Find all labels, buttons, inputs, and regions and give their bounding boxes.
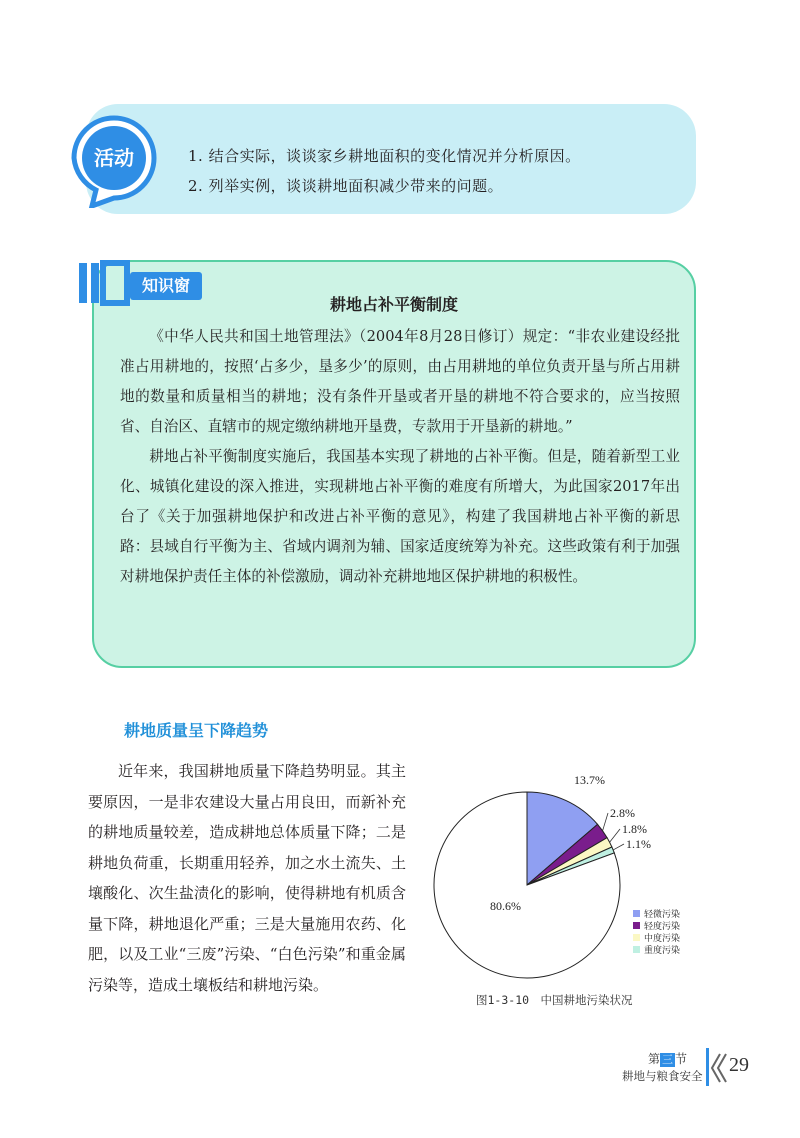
knowledge-paragraph: 耕地占补平衡制度实施后，我国基本实现了耕地的占补平衡。但是，随着新型工业化、城镇化建设的深入推进，实现耕地占补平衡的难度有所增大，为此国家2017年出台了《关于加强耕地保护和改进占补平衡的意见》，构建了我国耕地占补平衡的新思路：县域自行平衡为主、省域内调剂为辅、国家适度统筹为补充。这些政策有利于加强对耕地保护责任主体的补偿激励，调动补充耕地地区保护耕地的积极性。 xyxy=(120,448,680,585)
page-chevron-icon xyxy=(706,1048,728,1088)
knowledge-tag: 知识窗 xyxy=(130,272,202,300)
legend-label: 轻度污染 xyxy=(644,922,681,932)
footer-subtitle: 耕地与粮食安全 xyxy=(622,1069,703,1083)
knowledge-title: 耕地占补平衡制度 xyxy=(329,295,458,314)
activity-badge-label: 活动 xyxy=(94,146,134,170)
activity-item: 2. 列举实例，谈谈耕地面积减少带来的问题。 xyxy=(188,177,504,195)
activity-item: 1. 结合实际，谈谈家乡耕地面积的变化情况并分析原因。 xyxy=(188,147,581,165)
pie-slice-label: 2.8% xyxy=(610,806,635,820)
legend-label: 轻微污染 xyxy=(644,910,681,920)
footer-section-number: 三 xyxy=(662,1053,674,1066)
pie-leader-line xyxy=(603,813,608,831)
legend-swatch xyxy=(633,934,640,941)
legend-swatch xyxy=(633,922,640,929)
pie-slice-label: 13.7% xyxy=(574,773,605,787)
legend-label: 重度污染 xyxy=(644,946,681,956)
pie-slice-label: 1.1% xyxy=(626,837,651,851)
footer-section-suffix: 节 xyxy=(675,1052,688,1066)
legend-swatch xyxy=(633,946,640,953)
chart-caption: 图1-3-10 中国耕地污染状况 xyxy=(476,993,633,1007)
knowledge-paragraph: 《中华人民共和国土地管理法》（2004年8月28日修订）规定：“非农业建设经批准占用耕地的，按照‘占多少，垦多少’的原则，由占用耕地的单位负责开垦与所占用耕地的数量和质量相当的耕地；没有条件开垦或者开垦的耕地不符合要求的，应当按照省、自治区、直辖市的规定缴纳耕地开垦费，专款用于开垦新的耕地。” xyxy=(120,328,680,435)
pie-leader-line xyxy=(613,844,624,850)
main-paragraph: 近年来，我国耕地质量下降趋势明显。其主要原因，一是非农建设大量占用良田，而新补充的耕地质量较差，造成耕地总体质量下降；二是耕地负荷重，长期重用轻养，加之水土流失、土壤酸化、次生盐渍化的影响，使得耕地有机质含量下降，耕地退化严重；三是大量施用农药、化肥，以及工业“三废”污染、“白色污染”和重金属污染等，造成土壤板结和耕地污染。 xyxy=(88,762,406,994)
legend-swatch xyxy=(633,910,640,917)
legend-label: 中度污染 xyxy=(644,934,681,944)
main-text xyxy=(88,756,406,1000)
footer-section-prefix: 第 xyxy=(648,1052,661,1066)
activity-badge-icon xyxy=(64,108,164,208)
page-number: 29 xyxy=(729,1054,749,1076)
knowledge-body xyxy=(120,322,680,592)
activity-list xyxy=(188,141,581,201)
pie-slice-label: 1.8% xyxy=(622,822,647,836)
pollution-pie-chart xyxy=(430,770,730,992)
section-heading: 耕地质量呈下降趋势 xyxy=(124,721,269,740)
pie-slice-label: 80.6% xyxy=(490,899,521,913)
pie-leader-line xyxy=(610,829,620,842)
footer-section xyxy=(648,1050,687,1067)
